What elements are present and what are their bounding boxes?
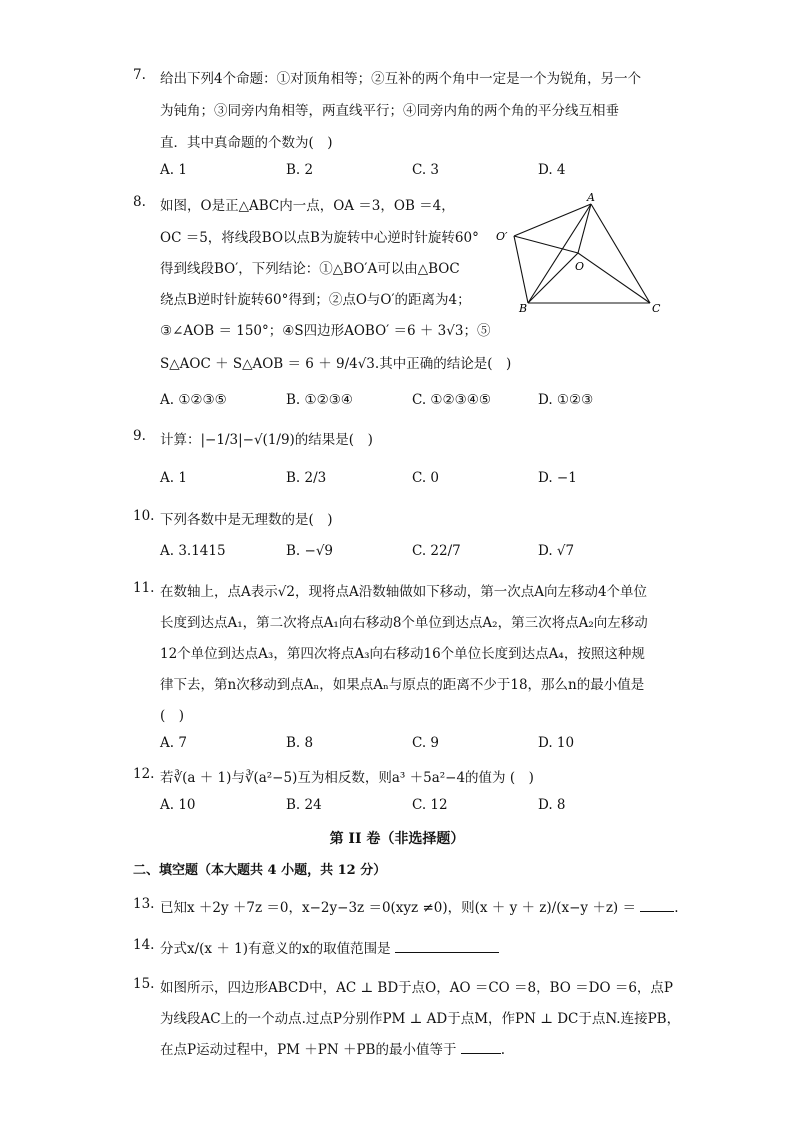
q9-option-d: D. −1 bbox=[538, 470, 577, 486]
q14-answer-blank[interactable] bbox=[395, 940, 499, 953]
q7-option-b: B. 2 bbox=[286, 162, 314, 178]
q7-stem-line-2: 为钝角；③同旁内角相等，两直线平行；④同旁内角的两个角的平分线互相垂 bbox=[160, 103, 619, 119]
q15-stem-line-3 bbox=[160, 1038, 505, 1058]
figure-segment-bo-prime bbox=[514, 236, 528, 303]
q8-option-c: C. ①②③④⑤ bbox=[412, 392, 491, 408]
q8-stem-line-4: 绕点B逆时针旋转60°得到；②点O与O′的距离为4； bbox=[160, 292, 471, 308]
q8-option-a: A. ①②③⑤ bbox=[160, 392, 227, 408]
q14-number: 14. bbox=[133, 937, 155, 953]
q12-option-a: A. 10 bbox=[160, 797, 196, 813]
q15-number: 15. bbox=[133, 976, 155, 992]
q10-option-b: B. −√9 bbox=[286, 543, 334, 559]
q10-stem: 下列各数中是无理数的是( ) bbox=[160, 512, 333, 528]
q15-end: . bbox=[500, 1042, 506, 1058]
q13-stem bbox=[160, 896, 679, 916]
q7-stem-line-3: 直．其中真命题的个数为( ) bbox=[160, 135, 333, 151]
q8-stem-line-3: 得到线段BO′，下列结论：①△BO′A可以由△BOC bbox=[160, 261, 460, 277]
figure-segment-ac bbox=[591, 204, 650, 303]
q8-stem-line-1: 如图，O是正△ABC内一点，OA ＝3，OB ＝4， bbox=[160, 198, 455, 214]
q9-number: 9. bbox=[133, 428, 146, 444]
q15-stem-line-1: 如图所示，四边形ABCD中，AC ⊥ BD于点O，AO ＝CO ＝8，BO ＝DO ＝6，点P bbox=[160, 980, 674, 996]
q8-stem-line-2: OC ＝5，将线段BO以点B为旋转中心逆时针旋转60° bbox=[160, 230, 479, 246]
q11-stem-line-4: 律下去，第n次移动到点Aₙ，如果点Aₙ与原点的距离不少于18，那么n的最小值是 bbox=[160, 677, 645, 693]
q9-stem: 计算：|−1/3|−√(1/9)的结果是( ) bbox=[160, 432, 373, 448]
q11-option-c: C. 9 bbox=[412, 735, 440, 751]
q11-option-b: B. 8 bbox=[286, 735, 314, 751]
q9-option-a: A. 1 bbox=[160, 470, 187, 486]
q12-option-d: D. 8 bbox=[538, 797, 566, 813]
q8-stem-line-5: ③∠AOB ＝ 150°；④S四边形AOBO′ ＝6 ＋ 3√3；⑤ bbox=[160, 323, 491, 339]
q13-answer-blank[interactable] bbox=[640, 899, 674, 912]
q11-number: 11. bbox=[133, 580, 155, 596]
q7-option-a: A. 1 bbox=[160, 162, 187, 178]
q7-number: 7. bbox=[133, 67, 146, 83]
q11-stem-line-3: 12个单位到达点A₃，第四次将点A₃向右移动16个单位长度到达点A₄，按照这种规 bbox=[160, 646, 645, 662]
q7-option-c: C. 3 bbox=[412, 162, 440, 178]
q7-stem-line-1: 给出下列4个命题：①对顶角相等；②互补的两个角中一定是一个为锐角，另一个 bbox=[160, 71, 642, 87]
q8-stem-line-6: S△AOC ＋ S△AOB ＝ 6 ＋ 9/4√3.其中正确的结论是( ) bbox=[160, 356, 512, 372]
q14-stem-text: 分式x/(x ＋ 1)有意义的x的取值范围是 bbox=[160, 941, 391, 957]
part2-title: 第 II 卷（非选择题） bbox=[329, 831, 465, 847]
q10-option-d: D. √7 bbox=[538, 543, 575, 559]
q11-option-a: A. 7 bbox=[160, 735, 187, 751]
figure-segment-ao-prime bbox=[514, 204, 591, 236]
q12-stem: 若∛(a ＋ 1)与∛(a²−5)互为相反数，则a³ ＋5a²−4的值为 ( ) bbox=[160, 770, 534, 786]
figure-label-o-prime: O′ bbox=[496, 230, 508, 243]
q14-stem bbox=[160, 937, 499, 957]
q8-triangle-figure bbox=[490, 190, 670, 320]
q9-option-c: C. 0 bbox=[412, 470, 440, 486]
q9-option-b: B. 2/3 bbox=[286, 470, 327, 486]
q10-option-a: A. 3.1415 bbox=[160, 543, 226, 559]
q15-stem-text: 在点P运动过程中，PM ＋PN ＋PB的最小值等于 bbox=[160, 1042, 457, 1058]
q10-option-c: C. 22/7 bbox=[412, 543, 461, 559]
q7-option-d: D. 4 bbox=[538, 162, 566, 178]
figure-segment-ao bbox=[578, 204, 591, 253]
figure-segment-bo bbox=[528, 253, 578, 303]
q8-option-b: B. ①②③④ bbox=[286, 392, 353, 408]
q11-stem-line-5: ( ) bbox=[160, 708, 185, 724]
q13-stem-text: 已知x ＋2y ＋7z ＝0，x−2y−3z ＝0(xyz ≠0)，则(x ＋ y ＋ z)/(x−y ＋z) ＝ bbox=[160, 900, 636, 916]
figure-label-o: O bbox=[575, 260, 585, 273]
figure-label-a: A bbox=[587, 191, 595, 204]
section2-heading: 二、填空题（本大题共 4 小题，共 12 分） bbox=[133, 863, 387, 878]
q11-option-d: D. 10 bbox=[538, 735, 575, 751]
figure-segment-co bbox=[578, 253, 650, 303]
q8-number: 8. bbox=[133, 194, 146, 210]
q12-number: 12. bbox=[133, 766, 155, 782]
q11-stem-line-1: 在数轴上，点A表示√2，现将点A沿数轴做如下移动，第一次点A向左移动4个单位 bbox=[160, 584, 648, 600]
q12-option-c: C. 12 bbox=[412, 797, 448, 813]
figure-segment-ab bbox=[528, 204, 591, 303]
q15-stem-line-2: 为线段AC上的一个动点.过点P分别作PM ⊥ AD于点M，作PN ⊥ DC于点N.连接PB， bbox=[160, 1011, 681, 1027]
q12-option-b: B. 24 bbox=[286, 797, 322, 813]
q8-option-d: D. ①②③ bbox=[538, 392, 594, 408]
q10-number: 10. bbox=[133, 508, 155, 524]
q13-end: . bbox=[674, 900, 679, 916]
figure-label-c: C bbox=[652, 302, 661, 315]
q11-stem-line-2: 长度到达点A₁，第二次将点A₁向右移动8个单位到达点A₂，第三次将点A₂向左移动 bbox=[160, 615, 648, 631]
q15-answer-blank[interactable] bbox=[461, 1041, 501, 1054]
q13-number: 13. bbox=[133, 896, 155, 912]
figure-label-b: B bbox=[519, 302, 528, 315]
